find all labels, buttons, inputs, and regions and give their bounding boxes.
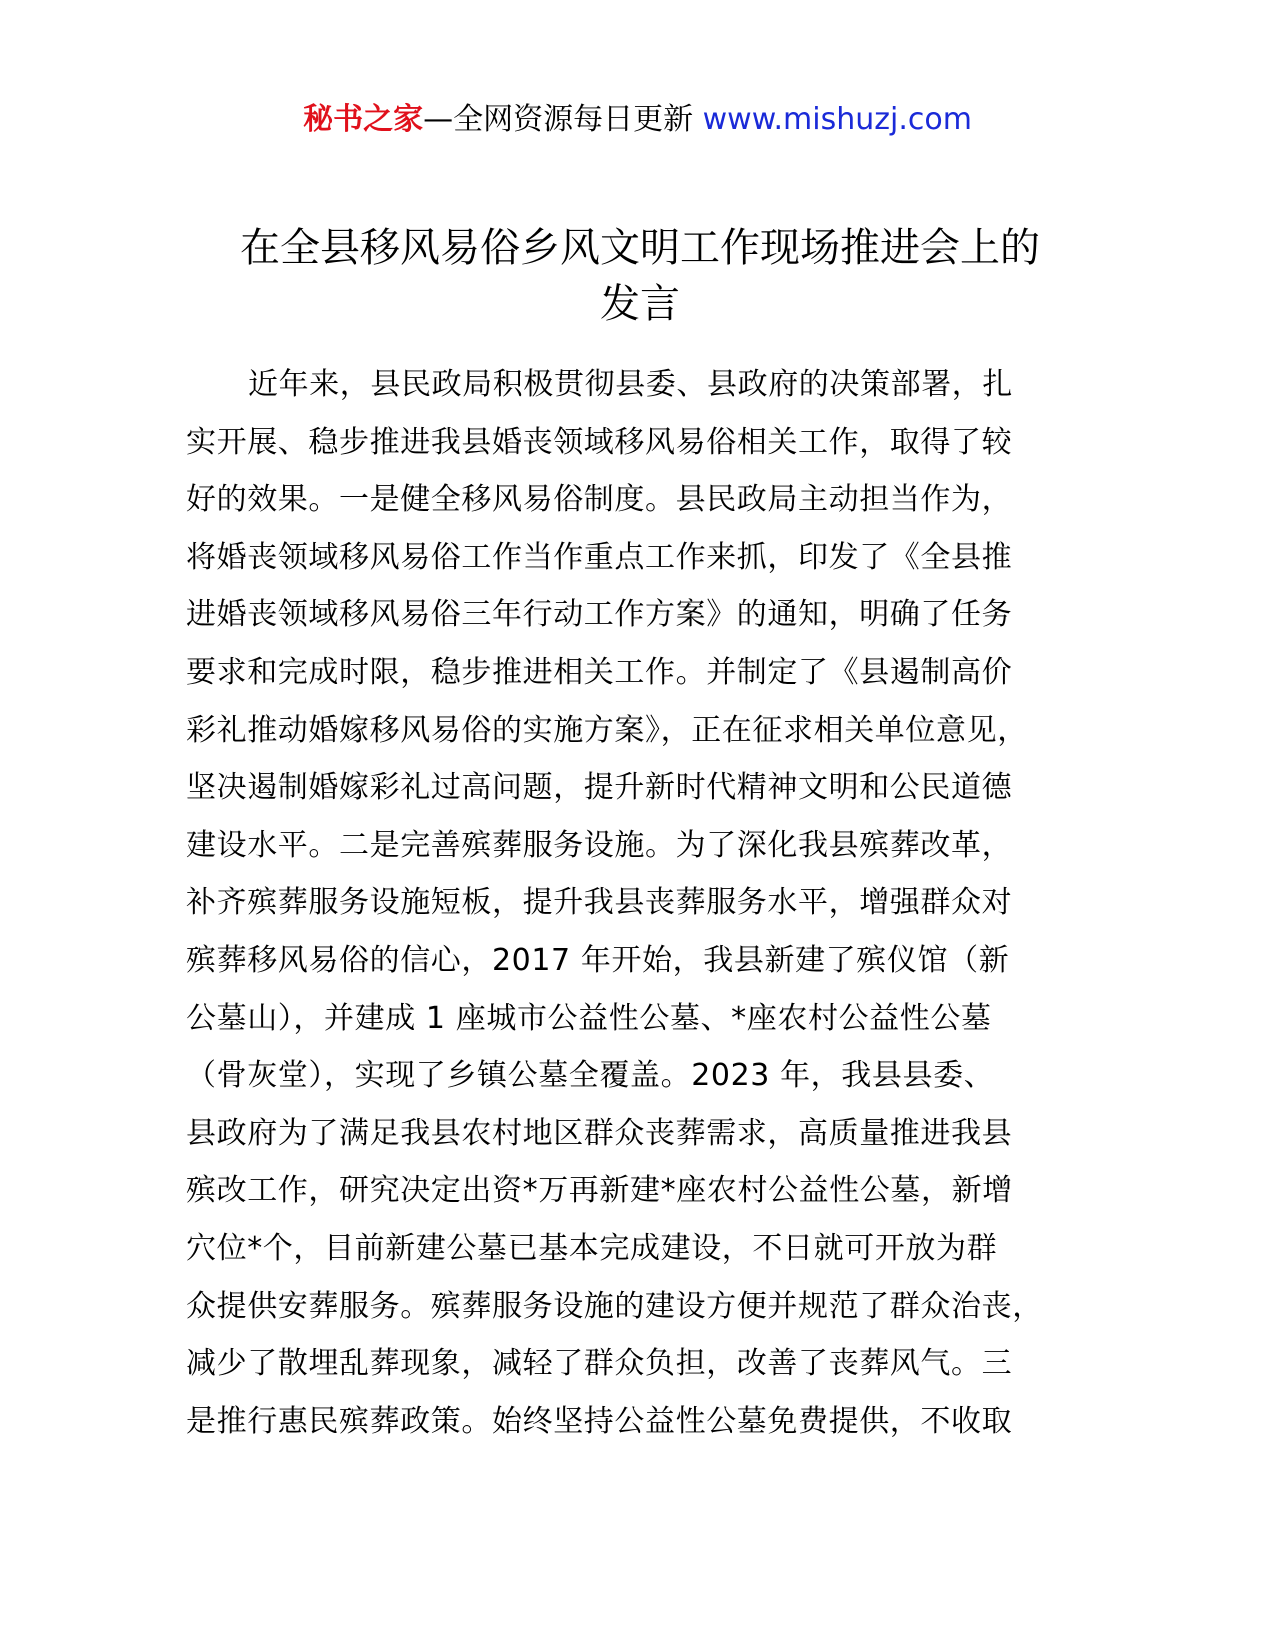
body-line: 殡葬移风易俗的信心，2017 年开始，我县新建了殡仪馆（新 <box>186 942 1010 978</box>
body-line: 是推行惠民殡葬政策。始终坚持公益性公墓免费提供，不收取 <box>186 1403 1013 1439</box>
body-line: 实开展、稳步推进我县婚丧领域移风易俗相关工作，取得了较 <box>186 424 1013 460</box>
body-line: 好的效果。一是健全移风易俗制度。县民政局主动担当作为， <box>186 482 1013 518</box>
body-line: 众提供安葬服务。殡葬服务设施的建设方便并规范了群众治丧， <box>186 1288 1043 1324</box>
site-brand: 秘书之家 <box>303 102 424 137</box>
body-line: 彩礼推动婚嫁移风易俗的实施方案》，正在征求相关单位意见， <box>186 712 1028 748</box>
body-line: 殡改工作，研究决定出资*万再新建*座农村公益性公墓，新增 <box>186 1173 1013 1209</box>
body-line: 建设水平。二是完善殡葬服务设施。为了深化我县殡葬改革， <box>186 827 1013 863</box>
body-line: 将婚丧领域移风易俗工作当作重点工作来抓，印发了《全县推 <box>186 539 1013 575</box>
site-tagline: —全网资源每日更新 <box>423 102 703 137</box>
body-line: 公墓山），并建成 1 座城市公益性公墓、*座农村公益性公墓 <box>186 1000 992 1036</box>
body-line: 补齐殡葬服务设施短板，提升我县丧葬服务水平，增强群众对 <box>186 885 1013 921</box>
body-line: 要求和完成时限，稳步推进相关工作。并制定了《县遏制高价 <box>186 654 1013 690</box>
body-line: 进婚丧领域移风易俗三年行动工作方案》的通知，明确了任务 <box>186 597 1013 633</box>
body-line: 县政府为了满足我县农村地区群众丧葬需求，高质量推进我县 <box>186 1115 1013 1151</box>
body-line: 近年来，县民政局积极贯彻县委、县政府的决策部署，扎 <box>248 367 1013 402</box>
site-url-link[interactable]: www.mishuzj.com <box>702 102 972 137</box>
document-body <box>186 356 1106 1450</box>
body-line: （骨灰堂），实现了乡镇公墓全覆盖。2023 年，我县县委、 <box>186 1058 995 1094</box>
body-line: 坚决遏制婚嫁彩礼过高问题，提升新时代精神文明和公民道德 <box>186 770 1013 806</box>
document-title-line-1: 在全县移风易俗乡风文明工作现场推进会上的 <box>240 225 1040 271</box>
body-line: 穴位*个，目前新建公墓已基本完成建设，不日就可开放为群 <box>186 1230 998 1266</box>
document-title <box>180 220 1100 332</box>
document-title-line-2: 发言 <box>600 281 680 327</box>
body-line: 减少了散埋乱葬现象，减轻了群众负担，改善了丧葬风气。三 <box>186 1346 1013 1382</box>
site-header <box>0 98 1275 142</box>
